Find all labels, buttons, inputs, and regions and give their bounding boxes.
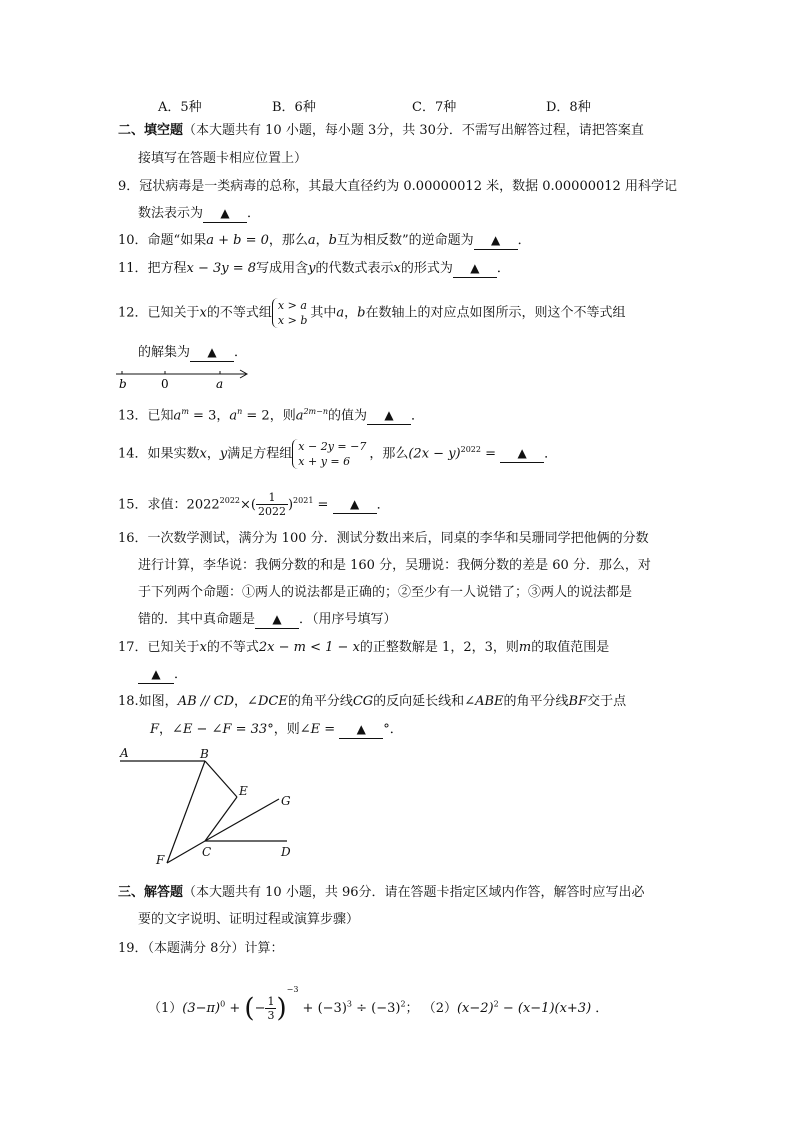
q19-title: 19．（本题满分 8分）计算： xyxy=(118,941,284,956)
q12-line2: 的解集为 ▲ ． xyxy=(138,345,248,360)
q8-option-a: A．5种 xyxy=(158,100,202,115)
q8-option-c: C．7种 xyxy=(412,100,457,115)
q19-parts: $(1)(3-\pi)^0$ + (− $\frac{1}{3}$ )$^{-3} + (-3)^3 \div (-3)^2$； $(2)(x-2)^2 - (x-1)(x+3)$ ． xyxy=(148,985,609,1024)
q10: 10．命题“如果a + b = 0，那么a，b互为相反数”的逆命题为 ▲ ． xyxy=(118,233,531,248)
q8-option-b: B．6种 xyxy=(272,100,316,115)
geometry-figure xyxy=(112,745,312,870)
q13: 13．已知$a^m = 3$，$a^n = 2$，则$a^{2m-n}$的值为 ▲ ． xyxy=(118,407,425,424)
section2-title: 二、填空题 xyxy=(118,123,184,138)
line-cg xyxy=(205,799,279,841)
axis-label-a: a xyxy=(216,377,224,391)
q18-line2: F，∠E − ∠F = 33°，则∠E = ▲ °． xyxy=(150,722,403,737)
point-e-label: E xyxy=(239,784,248,798)
section3-desc: （本大题共有 10 小题，共 96分．请在答题卡指定区域内作答，解答时应写出必 xyxy=(183,885,645,900)
section2-heading xyxy=(118,121,644,141)
inequality-system: x > a x > b xyxy=(272,298,310,328)
section3-heading xyxy=(118,883,645,903)
fraction: $\frac{1}{2022}$ xyxy=(257,491,286,519)
q9-line2: 数法表示为 ▲ ． xyxy=(138,206,261,221)
answer-blank[interactable]: ▲ xyxy=(255,611,299,629)
line-ec xyxy=(205,797,237,841)
answer-blank[interactable]: ▲ xyxy=(367,407,411,425)
section3-desc-line2: 要的文字说明、证明过程或演算步骤） xyxy=(138,912,360,927)
axis-label-0: 0 xyxy=(161,377,169,391)
q8-option-d: D．8种 xyxy=(546,100,591,115)
point-c-label: C xyxy=(202,845,212,859)
answer-blank[interactable]: ▲ xyxy=(474,232,518,250)
answer-blank[interactable]: ▲ xyxy=(453,260,497,278)
q12-line1: 12．已知关于x的不等式组 x > a x > b 其中a，b在数轴上的对应点如图所示，则这个不等式组 xyxy=(118,299,626,327)
section2-desc: （本大题共有 10 小题，每小题 3分，共 30分．不需写出解答过程，请把答案直 xyxy=(183,123,644,138)
answer-blank[interactable]: ▲ xyxy=(333,496,377,514)
q16-line3: 于下列两个命题：①两人的说法都是正确的；②至少有一人说错了；③两人的说法都是 xyxy=(138,585,633,600)
answer-blank[interactable]: ▲ xyxy=(500,445,544,463)
axis-label-b: b xyxy=(119,377,127,391)
line-be xyxy=(205,761,237,797)
answer-blank[interactable]: ▲ xyxy=(190,344,234,362)
q15: 15．求值：$2022^{2022}\times$( $\frac{1}{2022}$ )$^{2021}$ = ▲ ． xyxy=(118,491,390,519)
point-g-label: G xyxy=(281,794,291,808)
q14: 14．如果实数x，y满足方程组 x − 2y = −7 x + y = 6 ，那么$(2x - y)^{2022}$ = ▲ ． xyxy=(118,439,558,468)
answer-blank[interactable]: ▲ xyxy=(339,721,383,739)
answer-blank[interactable]: ▲ xyxy=(203,205,247,223)
point-f-label: F xyxy=(156,853,165,867)
equation-system: x − 2y = −7 x + y = 6 xyxy=(292,439,369,469)
section2-desc-line2: 接填写在答题卡相应位置上） xyxy=(138,151,308,166)
answer-blank[interactable]: ▲ xyxy=(138,666,174,684)
q11: 11．把方程x − 3y = 8写成用含y的代数式表示x的形式为 ▲ ． xyxy=(118,261,510,276)
q9-line1: 9．冠状病毒是一类病毒的总称，其最大直径约为 0.00000012 米，数据 0.00000012 用科学记 xyxy=(118,179,677,194)
line-cf xyxy=(167,841,205,863)
point-b-label: B xyxy=(200,747,209,761)
q16-line4: 错的．其中真命题是 ▲ ．（用序号填写） xyxy=(138,612,397,627)
q16-line1: 16．一次数学测试，满分为 100 分．测试分数出来后，同桌的李华和吴珊同学把他俩的分数 xyxy=(118,531,649,546)
number-line xyxy=(112,364,252,392)
point-a-label: A xyxy=(120,746,129,760)
q18-line1: 18.如图，AB // CD，∠DCE的角平分线CG的反向延长线和∠ABE的角平分线BF交于点 xyxy=(118,694,627,709)
fraction: $\frac{1}{3}$ xyxy=(267,995,275,1022)
line-bf xyxy=(167,761,205,863)
q17-line1: 17．已知关于x的不等式2x − m < 1 − x的正整数解是 1，2，3，则m的取值范围是 xyxy=(118,640,610,655)
section3-title: 三、解答题 xyxy=(118,885,184,900)
point-d-label: D xyxy=(281,845,291,859)
q16-line2: 进行计算，李华说：我俩分数的和是 160 分，吴珊说：我俩分数的差是 60 分．那么，对 xyxy=(138,558,651,573)
q17-line2: ▲ ． xyxy=(138,665,187,685)
